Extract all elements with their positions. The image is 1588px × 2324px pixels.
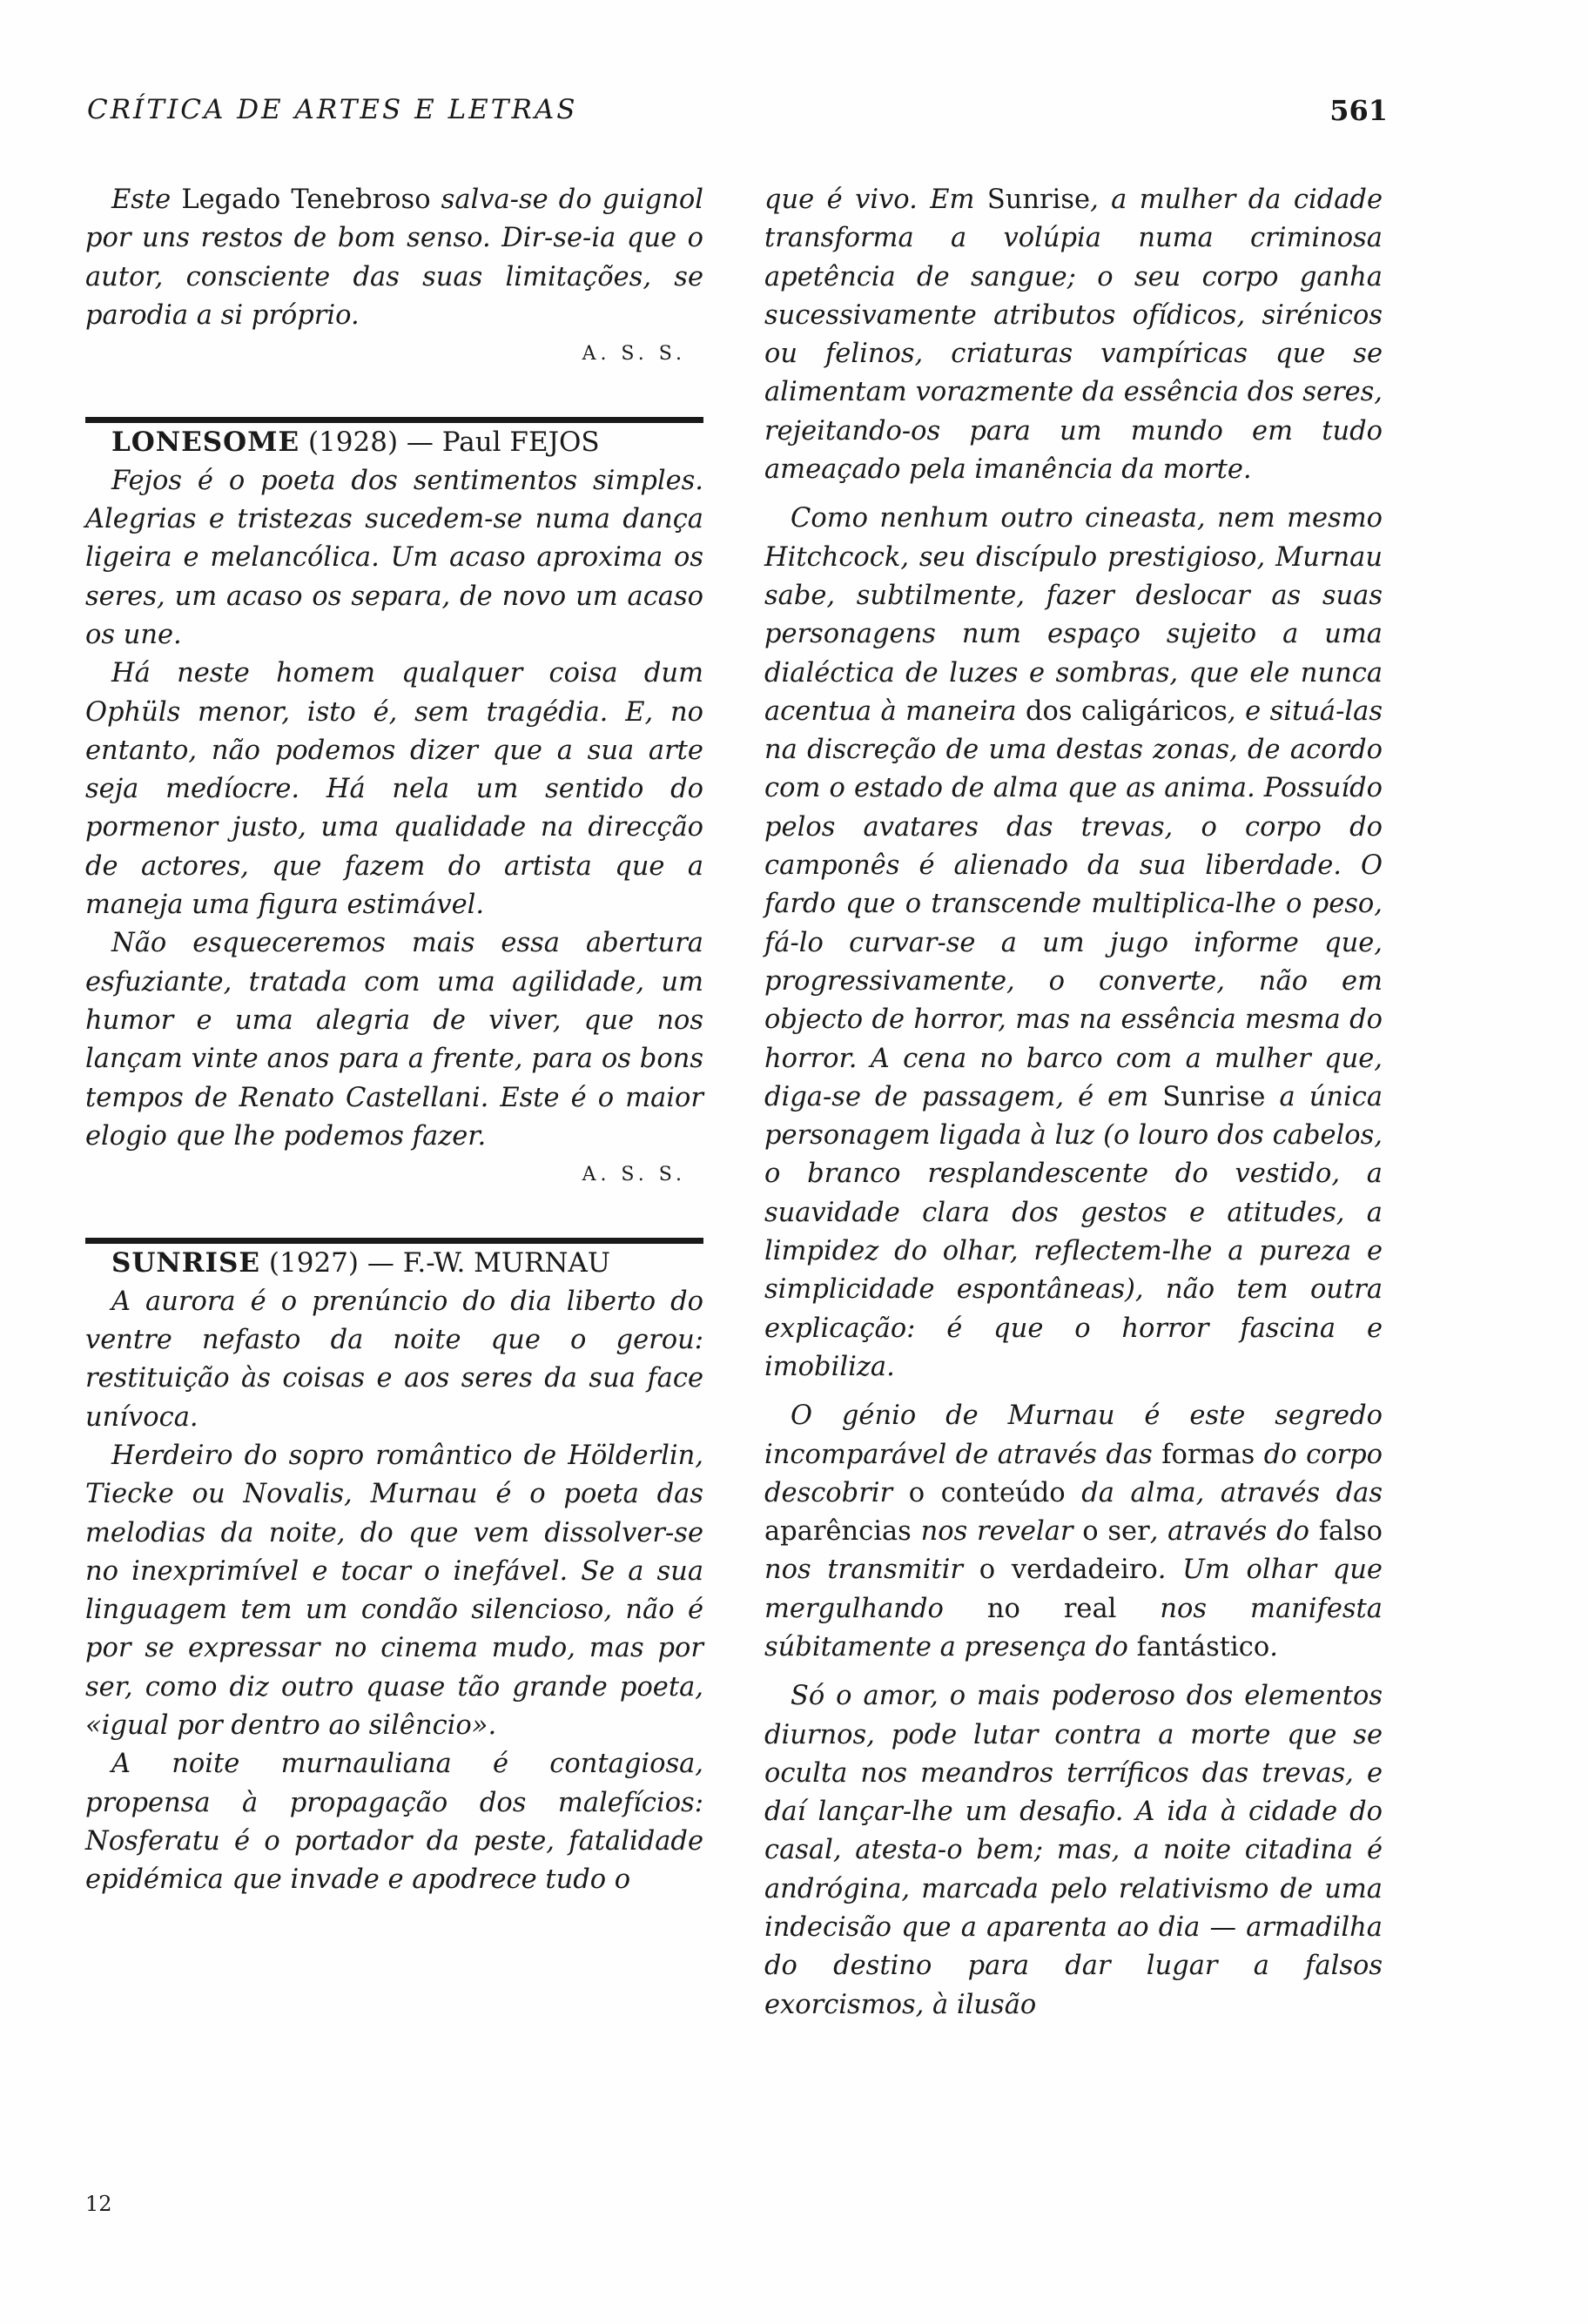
text-span: a única personagem ligada à luz (o louro dos cabelos, o branco resplandescente do vestido, a suavidade clara dos gestos e atitudes, a limpidez do olhar, reflectem-lhe a pureza e simplicidade espontâneas), não tem outra explicação: é que o horror fascina e imobiliza. bbox=[764, 1081, 1383, 1382]
lonesome-heading bbox=[85, 423, 703, 461]
text-span: , a mulher da cidade transforma a volúpia numa criminosa apetência de sangue; o seu corpo ganha sucessivamente atributos ofídicos, sirénicos ou felinos, criaturas vampíricas que se alimentam vorazmente da essência dos seres, rejeitando-os para um mundo em tudo ameaçado pela imanência da morte. bbox=[764, 185, 1383, 486]
lonesome-credits: (1928) — Paul FEJOS bbox=[299, 427, 600, 459]
lonesome-paragraph-3: Não esqueceremos mais essa abertura esfuziante, tratada com uma agilidade, um humor e uma alegria de viver, que nos lançam vinte anos para a frente, para os bons tempos de Renato Castellani. Este é o maior elogio que lhe podemos fazer. bbox=[85, 928, 703, 1152]
sunrise-paragraph-1: A aurora é o prenúncio do dia liberto do ventre nefasto da noite que o gerou: restituição às coisas e aos seres da sua face unívoca. bbox=[85, 1286, 703, 1433]
roman-span: o conteúdo bbox=[908, 1477, 1066, 1508]
roman-span: no real bbox=[986, 1593, 1117, 1624]
text-span: . Um olhar que mergulhando bbox=[764, 1555, 1383, 1624]
text-span: da alma, através das bbox=[1065, 1477, 1383, 1508]
text-span: O génio de Murnau é este segredo incomparável de através das bbox=[764, 1400, 1383, 1470]
roman-span: o ser bbox=[1082, 1516, 1150, 1548]
text-span: do corpo descobrir bbox=[764, 1439, 1383, 1508]
roman-span: formas bbox=[1161, 1439, 1255, 1470]
text-span: . bbox=[1269, 1631, 1278, 1662]
text-span: nos revelar bbox=[911, 1516, 1083, 1548]
film-title-span: Sunrise bbox=[986, 185, 1091, 215]
right-paragraph-1 bbox=[764, 181, 1383, 489]
signature: A. S. S. bbox=[582, 1164, 686, 1186]
roman-span: fantástico bbox=[1136, 1631, 1270, 1662]
text-span: , através do bbox=[1149, 1516, 1319, 1548]
roman-span: aparências bbox=[764, 1516, 912, 1548]
sunrise-paragraph-2: Herdeiro do sopro romântico de Hölderlin, Tiecke ou Novalis, Murnau é o poeta das melodias da noite, do que vem dissolver-se no inexprimível e tocar o inefável. Se a sua linguagem tem um condão silencioso, não é por se expressar no cinema mudo, mas por ser, como diz outro quase tão grande poeta, «igual por dentro ao silêncio». bbox=[85, 1440, 703, 1741]
running-title: CRÍTICA DE ARTES E LETRAS bbox=[87, 94, 578, 125]
sunrise-heading bbox=[85, 1244, 703, 1282]
right-paragraph-2 bbox=[764, 500, 1383, 1387]
text-span: nos transmitir bbox=[764, 1555, 979, 1586]
section-rule bbox=[85, 417, 703, 423]
left-column bbox=[85, 181, 703, 1899]
sunrise-title: SUNRISE bbox=[111, 1247, 261, 1280]
section-rule bbox=[85, 1238, 703, 1244]
right-paragraph-3 bbox=[764, 1397, 1383, 1667]
text-span: nos manifesta súbitamente a presença do bbox=[764, 1593, 1383, 1662]
right-column bbox=[764, 181, 1383, 2025]
right-paragraph-4: Só o amor, o mais poderoso dos elementos diurnos, pode lutar contra a morte que se oculta nos meandros terríficos das trevas, e daí lançar-lhe um desafio. A ida à cidade do casal, atesta-o bem; mas, a noite citadina é andrógina, marcada pelo relativismo de uma indecisão que a aparenta ao dia — armadilha do destino para dar lugar a falsos exorcismos, à ilusão bbox=[764, 1681, 1383, 2020]
text-span: Como nenhum outro cineasta, nem mesmo Hitchcock, seu discípulo prestigioso, Murnau sabe, subtilmente, fazer deslocar as suas personagens num espaço sujeito a uma dialéctica de luzes e sombras, que ele nunca acentua à maneira bbox=[764, 503, 1383, 727]
film-title-span: Sunrise bbox=[1162, 1081, 1266, 1112]
lonesome-paragraph-2: Há neste homem qualquer coisa dum Ophüls menor, isto é, sem tragédia. E, no entanto, não podemos dizer que a sua arte seja medíocre. Há nela um sentido do pormenor justo, uma qualidade na direcção de actores, que fazem do artista que a maneja uma figura estimável. bbox=[85, 658, 703, 921]
folio: 12 bbox=[85, 2192, 112, 2216]
roman-span: dos caligáricos bbox=[1025, 695, 1228, 727]
roman-span: falso bbox=[1318, 1516, 1383, 1548]
lonesome-title: LONESOME bbox=[111, 427, 300, 459]
page-number: 561 bbox=[1329, 94, 1388, 127]
sunrise-credits: (1927) — F.-W. MURNAU bbox=[260, 1247, 611, 1280]
text-span: que é vivo. Em bbox=[764, 185, 987, 215]
film-title-span: Legado Tenebroso bbox=[181, 185, 441, 215]
roman-span: o verdadeiro bbox=[979, 1555, 1158, 1586]
signature: A. S. S. bbox=[582, 343, 686, 366]
text-span: salva-se do guignol por uns restos de bom senso. Dir-se-ia que o autor, consciente das suas limitações, se parodia a si próprio. bbox=[85, 185, 703, 331]
lonesome-paragraph-1: Fejos é o poeta dos sentimentos simples. Alegrias e tristezas sucedem-se numa dança ligeira e melancólica. Um acaso aproxima os seres, um acaso os separa, de novo um acaso os une. bbox=[85, 465, 703, 650]
text-span: , e situá-las na discreção de uma destas zonas, de acordo com o estado de alma que as anima. Possuído pelos avatares das trevas, o corpo do camponês é alienado da sua liberdade. O fardo que o transcende multiplica-lhe o peso, fá-lo curvar-se a um jugo informe que, progressivamente, o converte, não em objecto de horror, mas na essência mesma do horror. A cena no barco com a mulher que, diga-se de passagem, é em bbox=[764, 695, 1383, 1112]
legado-paragraph bbox=[85, 181, 703, 335]
sunrise-paragraph-3: A noite murnauliana é contagiosa, propensa à propagação dos malefícios: Nosferatu é o portador da peste, fatalidade epidémica que invade e apodrece tudo o bbox=[85, 1749, 703, 1896]
text-span: Este bbox=[111, 185, 182, 215]
